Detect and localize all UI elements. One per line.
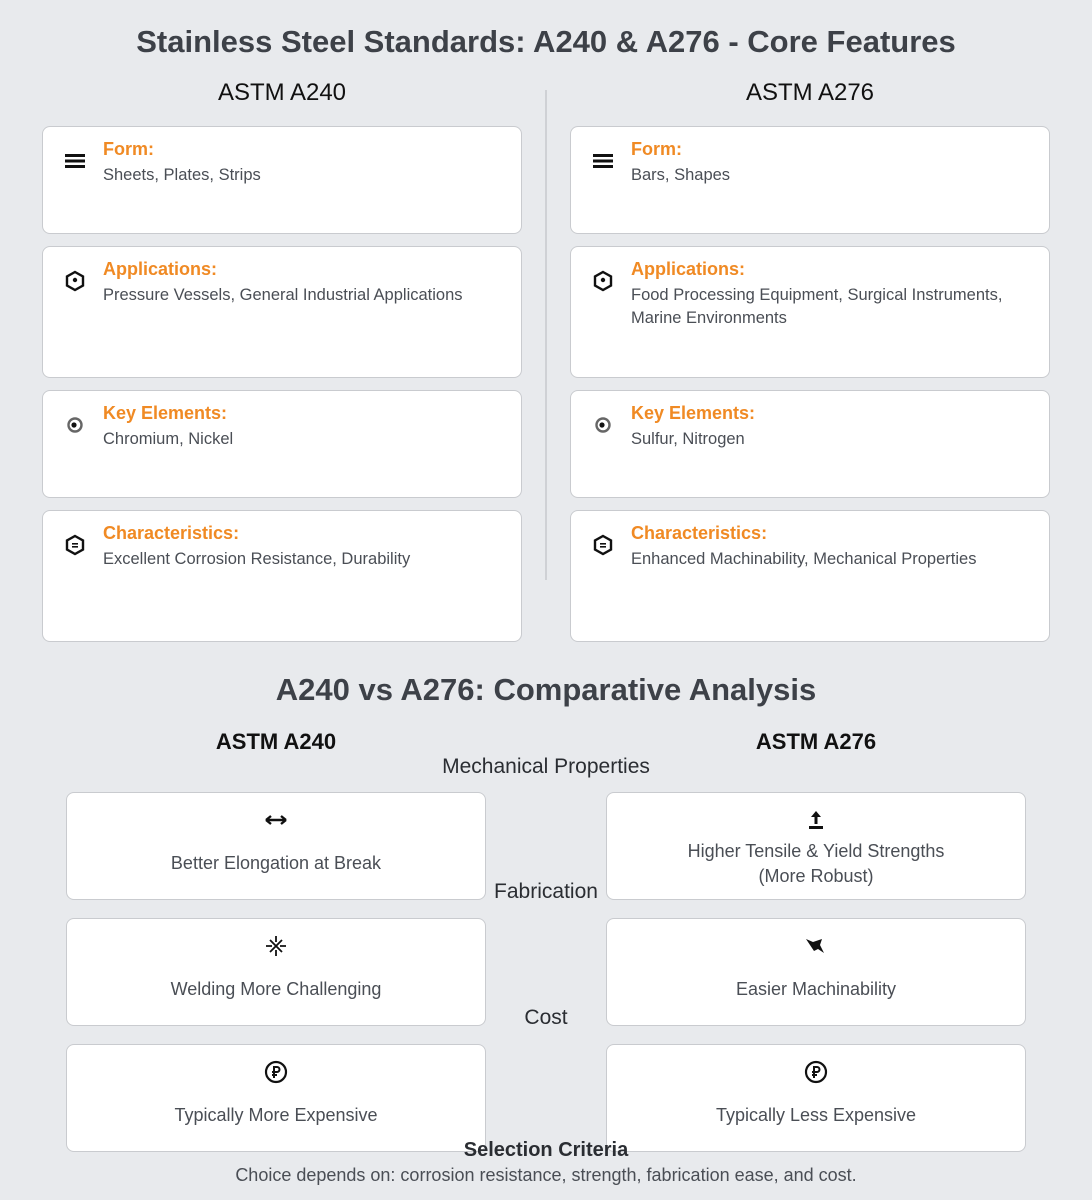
feature-label: Characteristics: — [103, 523, 240, 543]
comparison-text: Welding More Challenging — [170, 979, 382, 999]
bars-icon — [63, 149, 87, 173]
feature-label: Applications: — [631, 259, 746, 279]
machining-icon — [803, 933, 829, 959]
comparison-text: Easier Machinability — [735, 979, 897, 999]
feature-card-form — [570, 126, 1050, 234]
comparison-card-right — [606, 792, 1026, 900]
feature-label: Form: — [103, 139, 154, 159]
feature-value: Sheets, Plates, Strips — [103, 166, 261, 184]
currency-icon — [263, 1059, 289, 1085]
feature-value: Excellent Corrosion Resistance, Durability — [103, 550, 411, 568]
comparison-title: A240 vs A276: Comparative Analysis — [275, 672, 817, 707]
category-mechanical-properties: Mechanical Properties — [442, 755, 650, 778]
target-icon — [591, 413, 615, 437]
comparison-header-a240: ASTM A240 — [215, 729, 337, 754]
comparison-card-right — [606, 1044, 1026, 1152]
page-title: Stainless Steel Standards: A240 & A276 - Core Features — [136, 24, 956, 59]
target-icon — [63, 413, 87, 437]
feature-card-key-elements — [570, 390, 1050, 498]
category-cost: Cost — [524, 1006, 568, 1029]
upload-arrow-icon — [803, 807, 829, 833]
comparison-header-a276: ASTM A276 — [755, 729, 877, 754]
feature-card-form — [42, 126, 522, 234]
selection-criteria-text: Choice depends on: corrosion resistance, strength, fabrication ease, and cost. — [235, 1165, 857, 1185]
comparison-text: Typically More Expensive — [174, 1105, 378, 1125]
bars-icon — [591, 149, 615, 173]
hexagon-equals-icon — [591, 533, 615, 557]
column-header-a276: ASTM A276 — [745, 79, 875, 106]
feature-value: Sulfur, Nitrogen — [631, 430, 745, 448]
category-fabrication: Fabrication — [488, 880, 604, 904]
comparison-card-right — [606, 918, 1026, 1026]
feature-card-applications — [42, 246, 522, 378]
feature-value: Bars, Shapes — [631, 166, 731, 184]
feature-card-characteristics — [570, 510, 1050, 642]
feature-card-applications — [570, 246, 1050, 378]
feature-card-characteristics — [42, 510, 522, 642]
feature-label: Characteristics: — [631, 523, 768, 543]
feature-value: Enhanced Machinability, Mechanical Properties — [631, 550, 977, 568]
feature-value: Food Processing Equipment, Surgical Instruments, Marine Environments — [631, 286, 1003, 327]
hexagon-equals-icon — [63, 533, 87, 557]
column-header-a240: ASTM A240 — [217, 79, 347, 106]
comparison-card-left — [66, 918, 486, 1026]
feature-value: Pressure Vessels, General Industrial Applications — [103, 286, 463, 304]
spark-icon — [263, 933, 289, 959]
selection-criteria-title: Selection Criteria — [463, 1139, 629, 1161]
comparison-text: Better Elongation at Break — [170, 853, 382, 873]
feature-card-key-elements — [42, 390, 522, 498]
column-divider — [545, 90, 547, 580]
comparison-card-left — [66, 792, 486, 900]
feature-label: Form: — [631, 139, 682, 159]
comparison-text: Typically Less Expensive — [715, 1105, 917, 1125]
comparison-card-left — [66, 1044, 486, 1152]
feature-label: Key Elements: — [103, 403, 228, 423]
hexagon-dot-icon — [591, 269, 615, 293]
hexagon-dot-icon — [63, 269, 87, 293]
comparison-text: Higher Tensile & Yield Strengths (More Robust) — [687, 841, 945, 886]
currency-icon — [803, 1059, 829, 1085]
feature-value: Chromium, Nickel — [103, 430, 234, 448]
horizontal-arrows-icon — [263, 807, 289, 833]
feature-label: Key Elements: — [631, 403, 756, 423]
feature-label: Applications: — [103, 259, 218, 279]
